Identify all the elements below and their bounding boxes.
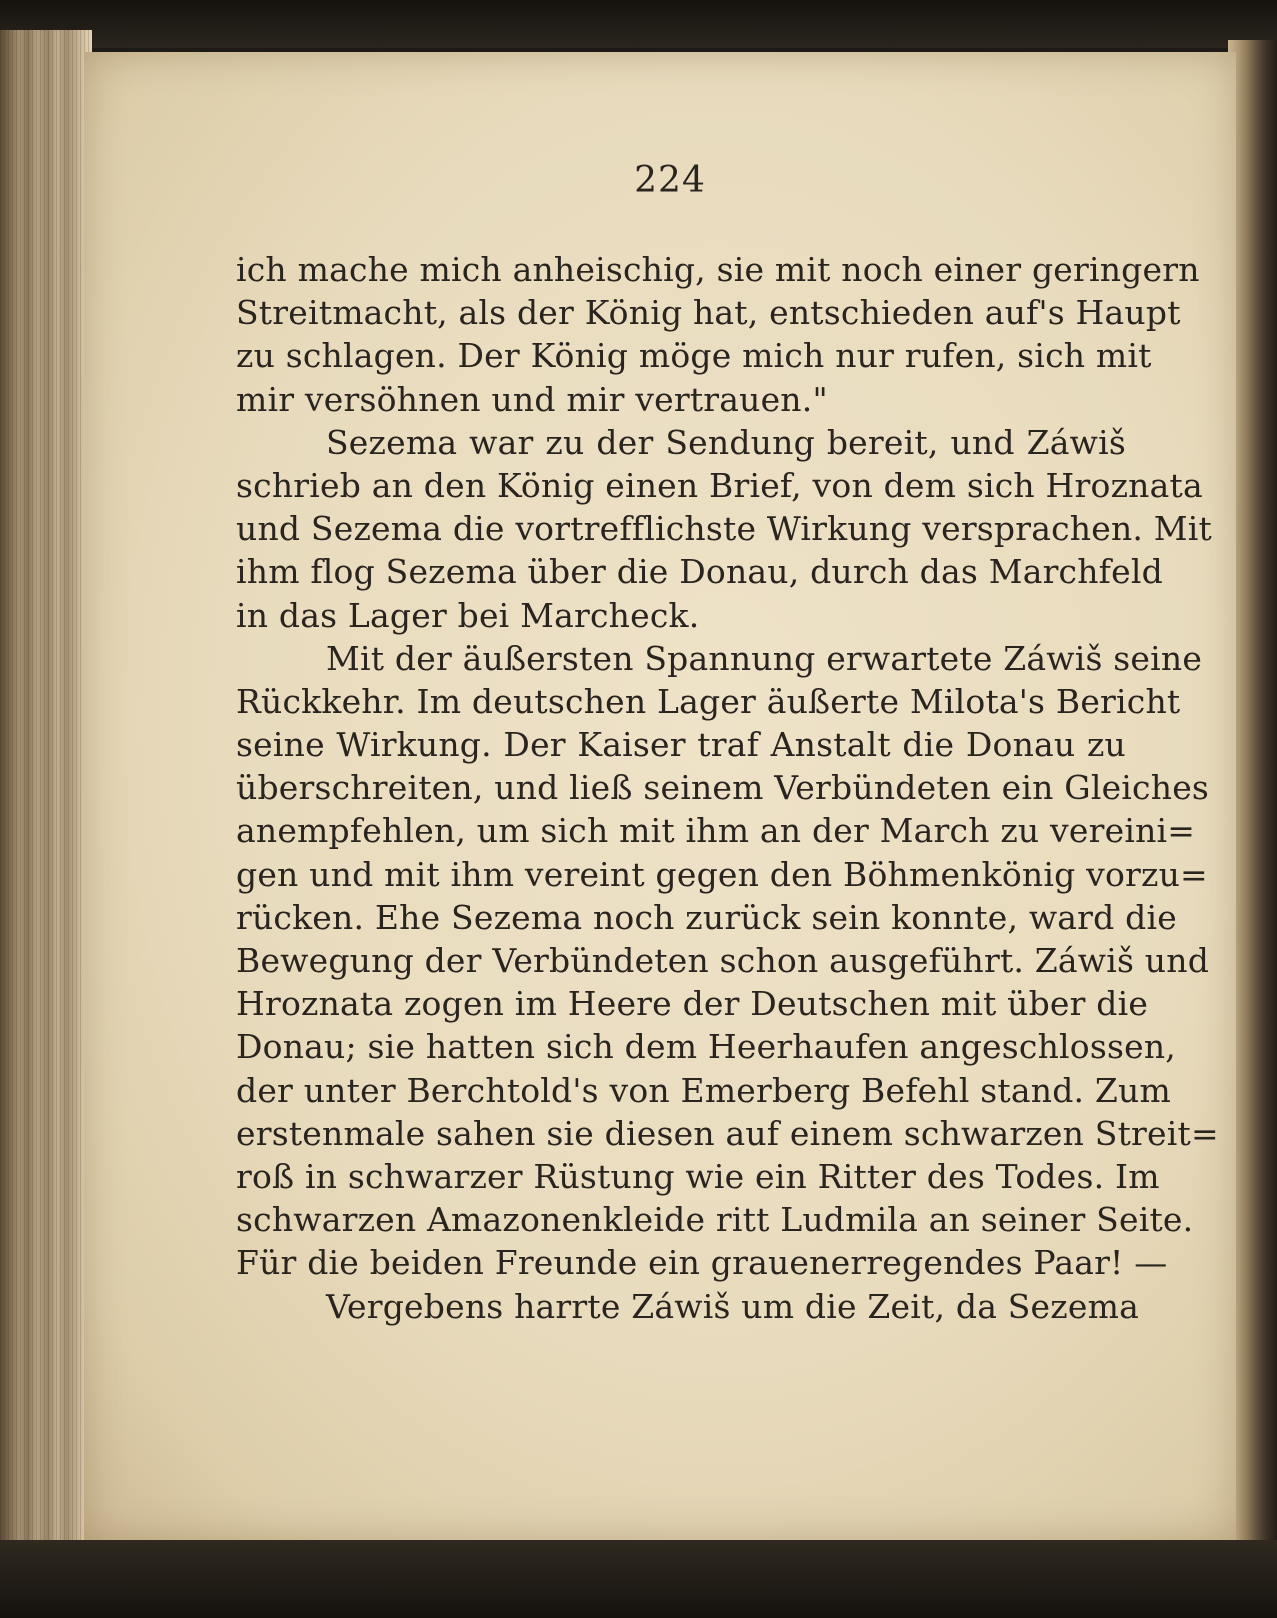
text-line: ich mache mich anheischig, sie mit noch einer geringern	[236, 250, 1200, 289]
text-line: zu schlagen. Der König möge mich nur rufen, sich mit	[236, 336, 1152, 376]
page-number: 224	[634, 160, 706, 201]
text-line: seine Wirkung. Der Kaiser traf Anstalt die Donau zu	[236, 725, 1126, 765]
page-body	[236, 248, 1219, 1328]
text-line: Sezema war zu der Sendung bereit, und Záwiš	[326, 422, 1126, 462]
text-line: Bewegung der Verbündeten schon ausgeführt. Záwiš und	[236, 941, 1210, 980]
text-line: anempfehlen, um sich mit ihm an der March zu vereini=	[236, 811, 1196, 851]
text-line: rücken. Ehe Sezema noch zurück sein konnte, ward die	[236, 897, 1177, 937]
text-line: ihm flog Sezema über die Donau, durch das Marchfeld	[236, 552, 1163, 592]
text-line: überschreiten, und ließ seinem Verbündeten ein Gleiches	[236, 768, 1210, 808]
text-line: mir versöhnen und mir vertrauen."	[236, 379, 828, 419]
background-top	[0, 0, 1277, 48]
text-line: Hroznata zogen im Heere der Deutschen mit über die	[236, 984, 1149, 1024]
text-line: gen und mit ihm vereint gegen den Böhmenkönig vorzu=	[236, 854, 1208, 894]
text-line: erstenmale sahen sie diesen auf einem schwarzen Streit=	[236, 1113, 1219, 1153]
text-line: Streitmacht, als der König hat, entschieden auf's Haupt	[236, 293, 1181, 333]
text-line: schrieb an den König einen Brief, von dem sich Hroznata	[236, 465, 1203, 505]
text-line: und Sezema die vortrefflichste Wirkung versprachen. Mit	[236, 509, 1213, 549]
text-line: in das Lager bei Marcheck.	[236, 595, 700, 635]
text-line: Mit der äußersten Spannung erwartete Záwiš seine	[326, 638, 1203, 678]
text-line: roß in schwarzer Rüstung wie ein Ritter des Todes. Im	[236, 1156, 1160, 1196]
text-line: schwarzen Amazonenkleide ritt Ludmila an seiner Seite.	[236, 1200, 1194, 1240]
background-bottom	[0, 1540, 1277, 1618]
text-line: Für die beiden Freunde ein grauenerregendes Paar! —	[236, 1243, 1168, 1283]
text-line: der unter Berchtold's von Emerberg Befehl stand. Zum	[236, 1070, 1171, 1110]
left-page-stack	[0, 30, 92, 1590]
text-line: Donau; sie hatten sich dem Heerhaufen angeschlossen,	[236, 1027, 1176, 1067]
text-line: Vergebens harrte Záwiš um die Zeit, da Sezema	[326, 1286, 1139, 1326]
text-line: Rückkehr. Im deutschen Lager äußerte Milota's Bericht	[236, 681, 1181, 721]
